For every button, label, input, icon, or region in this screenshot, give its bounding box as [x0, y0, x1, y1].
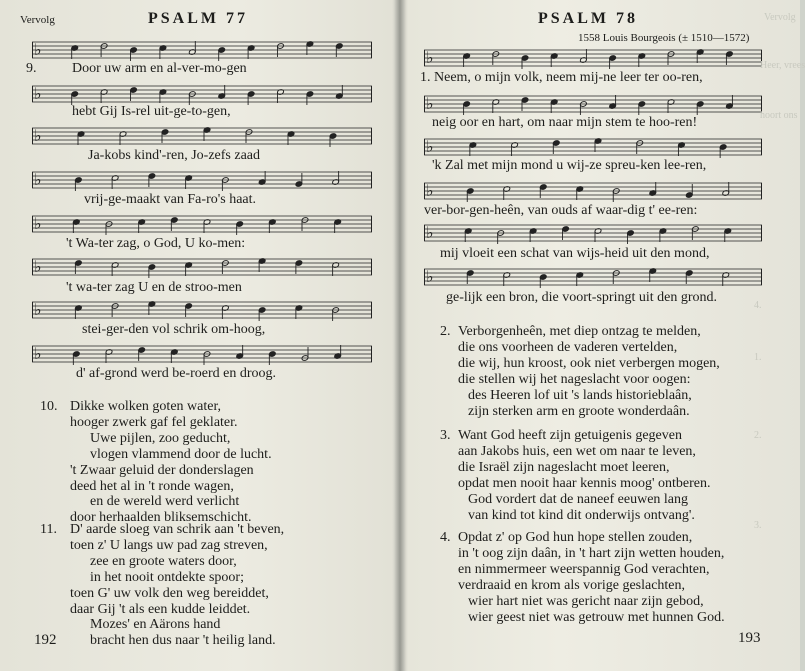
stanza-3-number: 3.: [440, 428, 451, 443]
page-number-193: 193: [738, 630, 761, 646]
staff-lines: [32, 41, 372, 59]
stanza-line: die Israël zijn nageslacht moet leeren,: [458, 459, 670, 475]
verse-1-number: 1.: [420, 70, 431, 85]
stanza-line: Mozes' en Aärons hand: [90, 617, 221, 633]
stanza-line: toen G' uw volk den weg bereiddet,: [70, 585, 269, 601]
lyric-r-line-6: ge-lijk een bron, die voort-springt uit den grond.: [446, 290, 717, 305]
staff-r5: [424, 224, 762, 242]
bleed-through-text: 3.: [754, 520, 762, 531]
bleed-through-text: 1.: [754, 352, 762, 363]
stanza-11-number: 11.: [40, 522, 57, 537]
stanza-line: des Heeren lof uit 's lands historieblaân,: [468, 387, 692, 403]
stanza-line: deed het al in 't ronde wagen,: [70, 478, 234, 494]
staff-lines: [32, 215, 372, 233]
stanza-line: door herhaalden bliksemschicht.: [70, 510, 252, 526]
stanza-line: aan Jakobs huis, een wet om naar te leven,: [458, 443, 696, 459]
lyric-r-line-4: ver-bor-gen-heên, van ouds af waar-dig t' ee-ren:: [424, 203, 698, 218]
stanza-line: wier hart niet was gericht naar zijn gebod,: [468, 593, 704, 609]
stanza-2-number: 2.: [440, 324, 451, 339]
right-page: [404, 0, 805, 671]
staff-lines: [424, 95, 762, 113]
staff-r1: [424, 49, 762, 67]
stanza-10: [70, 399, 272, 526]
staff-lines: [424, 49, 762, 67]
verse-9-number: 9.: [26, 61, 37, 76]
staff-2: [32, 85, 372, 103]
bleed-through-text: Vervolg: [764, 12, 796, 23]
staff-r2: [424, 95, 762, 113]
clef-icon: ♭: [34, 344, 42, 363]
stanza-line: die ons voorheen de vaderen vertelden,: [458, 339, 678, 355]
stanza-line: opdat men nooit haar kennis moog' ontberen.: [458, 475, 711, 491]
lyric-line-4: vrij-ge-maakt van Fa-ro's haat.: [84, 192, 257, 207]
staff-lines: [424, 138, 762, 156]
psalm-77-title: PSALM 77: [148, 10, 248, 27]
lyric-line-1: Door uw arm en al-ver-mo-gen: [72, 61, 247, 76]
lyric-line-3: Ja-kobs kind'-ren, Jo-zefs zaad: [88, 148, 261, 163]
stanza-line: en nimmermeer weerspannig God verachten,: [458, 561, 710, 577]
bleed-through-text: Heer, vrees: [760, 60, 805, 71]
stanza-line: daar Gij 't als een kudde leiddet.: [70, 601, 251, 617]
lyric-line-6: 't wa-ter zag U en de stroo-men: [66, 280, 242, 295]
stanza-line: wier geest niet was getrouw met hunnen God.: [468, 609, 725, 625]
stanza-line: Opdat z' op God hun hope stellen zouden,: [458, 530, 693, 545]
continued-label: Vervolg: [20, 14, 55, 26]
staff-lines: [424, 224, 762, 242]
clef-icon: ♭: [426, 181, 434, 200]
stanza-line: 't Zwaar geluid der donderslagen: [70, 462, 254, 478]
staff-lines: [32, 301, 372, 319]
clef-icon: ♭: [34, 257, 42, 276]
bleed-through-text: 2.: [754, 430, 762, 441]
stanza-line: in 't oog zijn daân, in 't hart zijn wetten houden,: [458, 545, 725, 561]
stanza-line: God vordert dat de naneef eeuwen lang: [468, 491, 689, 507]
clef-icon: ♭: [34, 40, 42, 59]
stanza-line: van kind tot kind dit onderwijs ontvang'.: [468, 507, 695, 523]
clef-icon: ♭: [426, 223, 434, 242]
staff-lines: [32, 85, 372, 103]
staff-4: [32, 171, 372, 189]
clef-icon: ♭: [34, 126, 42, 145]
staff-r6: [424, 268, 762, 286]
staff-lines: [32, 345, 372, 363]
clef-icon: ♭: [426, 48, 434, 67]
staff-r3: [424, 138, 762, 156]
staff-lines: [32, 127, 372, 145]
lyric-r-line-1: Neem, o mijn volk, neem mij-ne leer ter oo-ren,: [434, 70, 703, 85]
lyric-line-7: stei-ger-den vol schrik om-hoog,: [82, 322, 266, 337]
stanza-10-number: 10.: [40, 399, 58, 414]
stanza-line: toen z' U langs uw pad zag streven,: [70, 537, 268, 553]
stanza-line: Verborgenheên, met diep ontzag te melden,: [458, 324, 701, 339]
page-number-192: 192: [34, 632, 57, 648]
stanza-line: Dikke wolken goten water,: [70, 399, 222, 414]
stanza-3: [458, 428, 711, 523]
staff-3: [32, 127, 372, 145]
lyric-r-line-5: mij vloeit een schat van wijs-heid uit den mond,: [440, 246, 710, 261]
stanza-line: vlogen vlammend door de lucht.: [90, 446, 272, 462]
composer-attribution: 1558 Louis Bourgeois (± 1510—1572): [578, 32, 750, 44]
staff-5: [32, 215, 372, 233]
stanza-4-number: 4.: [440, 530, 451, 545]
stanza-line: D' aarde sloeg van schrik aan 't beven,: [70, 522, 285, 537]
psalm-78-title: PSALM 78: [538, 10, 638, 27]
lyric-r-line-3: 'k Zal met mijn mond u wij-ze spreu-ken lee-ren,: [432, 158, 707, 173]
stanza-line: Uwe pijlen, zoo geducht,: [90, 430, 231, 446]
clef-icon: ♭: [426, 94, 434, 113]
lyric-line-2: hebt Gij Is-rel uit-ge-to-gen,: [72, 104, 231, 119]
stanza-line: hooger zwerk gaf fel geklater.: [70, 414, 238, 430]
staff-lines: [424, 268, 762, 286]
stanza-2: [458, 324, 720, 419]
staff-8: [32, 345, 372, 363]
clef-icon: ♭: [34, 300, 42, 319]
stanza-4: [458, 530, 725, 625]
stanza-line: zee en groote waters door,: [90, 553, 237, 569]
stanza-line: zijn sterken arm en groote wonderdaân.: [468, 403, 690, 419]
clef-icon: ♭: [426, 137, 434, 156]
stanza-line: in het nooit ontdekte spoor;: [90, 569, 244, 585]
left-page: [0, 0, 396, 671]
lyric-line-8: d' af-grond werd be-roerd en droog.: [76, 366, 276, 381]
staff-lines: [424, 182, 762, 200]
bleed-through-text: 4.: [754, 300, 762, 311]
staff-6: [32, 258, 372, 276]
staff-7: [32, 301, 372, 319]
lyric-r-line-2: neig oor en hart, om naar mijn stem te hoo-ren!: [432, 115, 698, 130]
stanza-line: en de wereld werd verlicht: [90, 494, 240, 510]
stanza-line: bracht hen dus naar 't heilig land.: [90, 633, 276, 649]
bleed-through-text: hoort ons: [760, 110, 798, 121]
stanza-line: Want God heeft zijn getuigenis gegeven: [458, 428, 682, 443]
staff-r4: [424, 182, 762, 200]
stanza-line: verdraaid en krom als vorige geslachten,: [458, 577, 686, 593]
clef-icon: ♭: [34, 214, 42, 233]
clef-icon: ♭: [426, 267, 434, 286]
staff-1: [32, 41, 372, 59]
clef-icon: ♭: [34, 170, 42, 189]
lyric-line-5: 't Wa-ter zag, o God, U ko-men:: [66, 236, 246, 251]
stanza-line: die wij, hun kroost, ook niet verbergen mogen,: [458, 355, 720, 371]
staff-lines: [32, 171, 372, 189]
staff-lines: [32, 258, 372, 276]
stanza-11: [70, 522, 284, 649]
stanza-line: die stellen wij het nageslacht voor oogen:: [458, 371, 691, 387]
clef-icon: ♭: [34, 84, 42, 103]
